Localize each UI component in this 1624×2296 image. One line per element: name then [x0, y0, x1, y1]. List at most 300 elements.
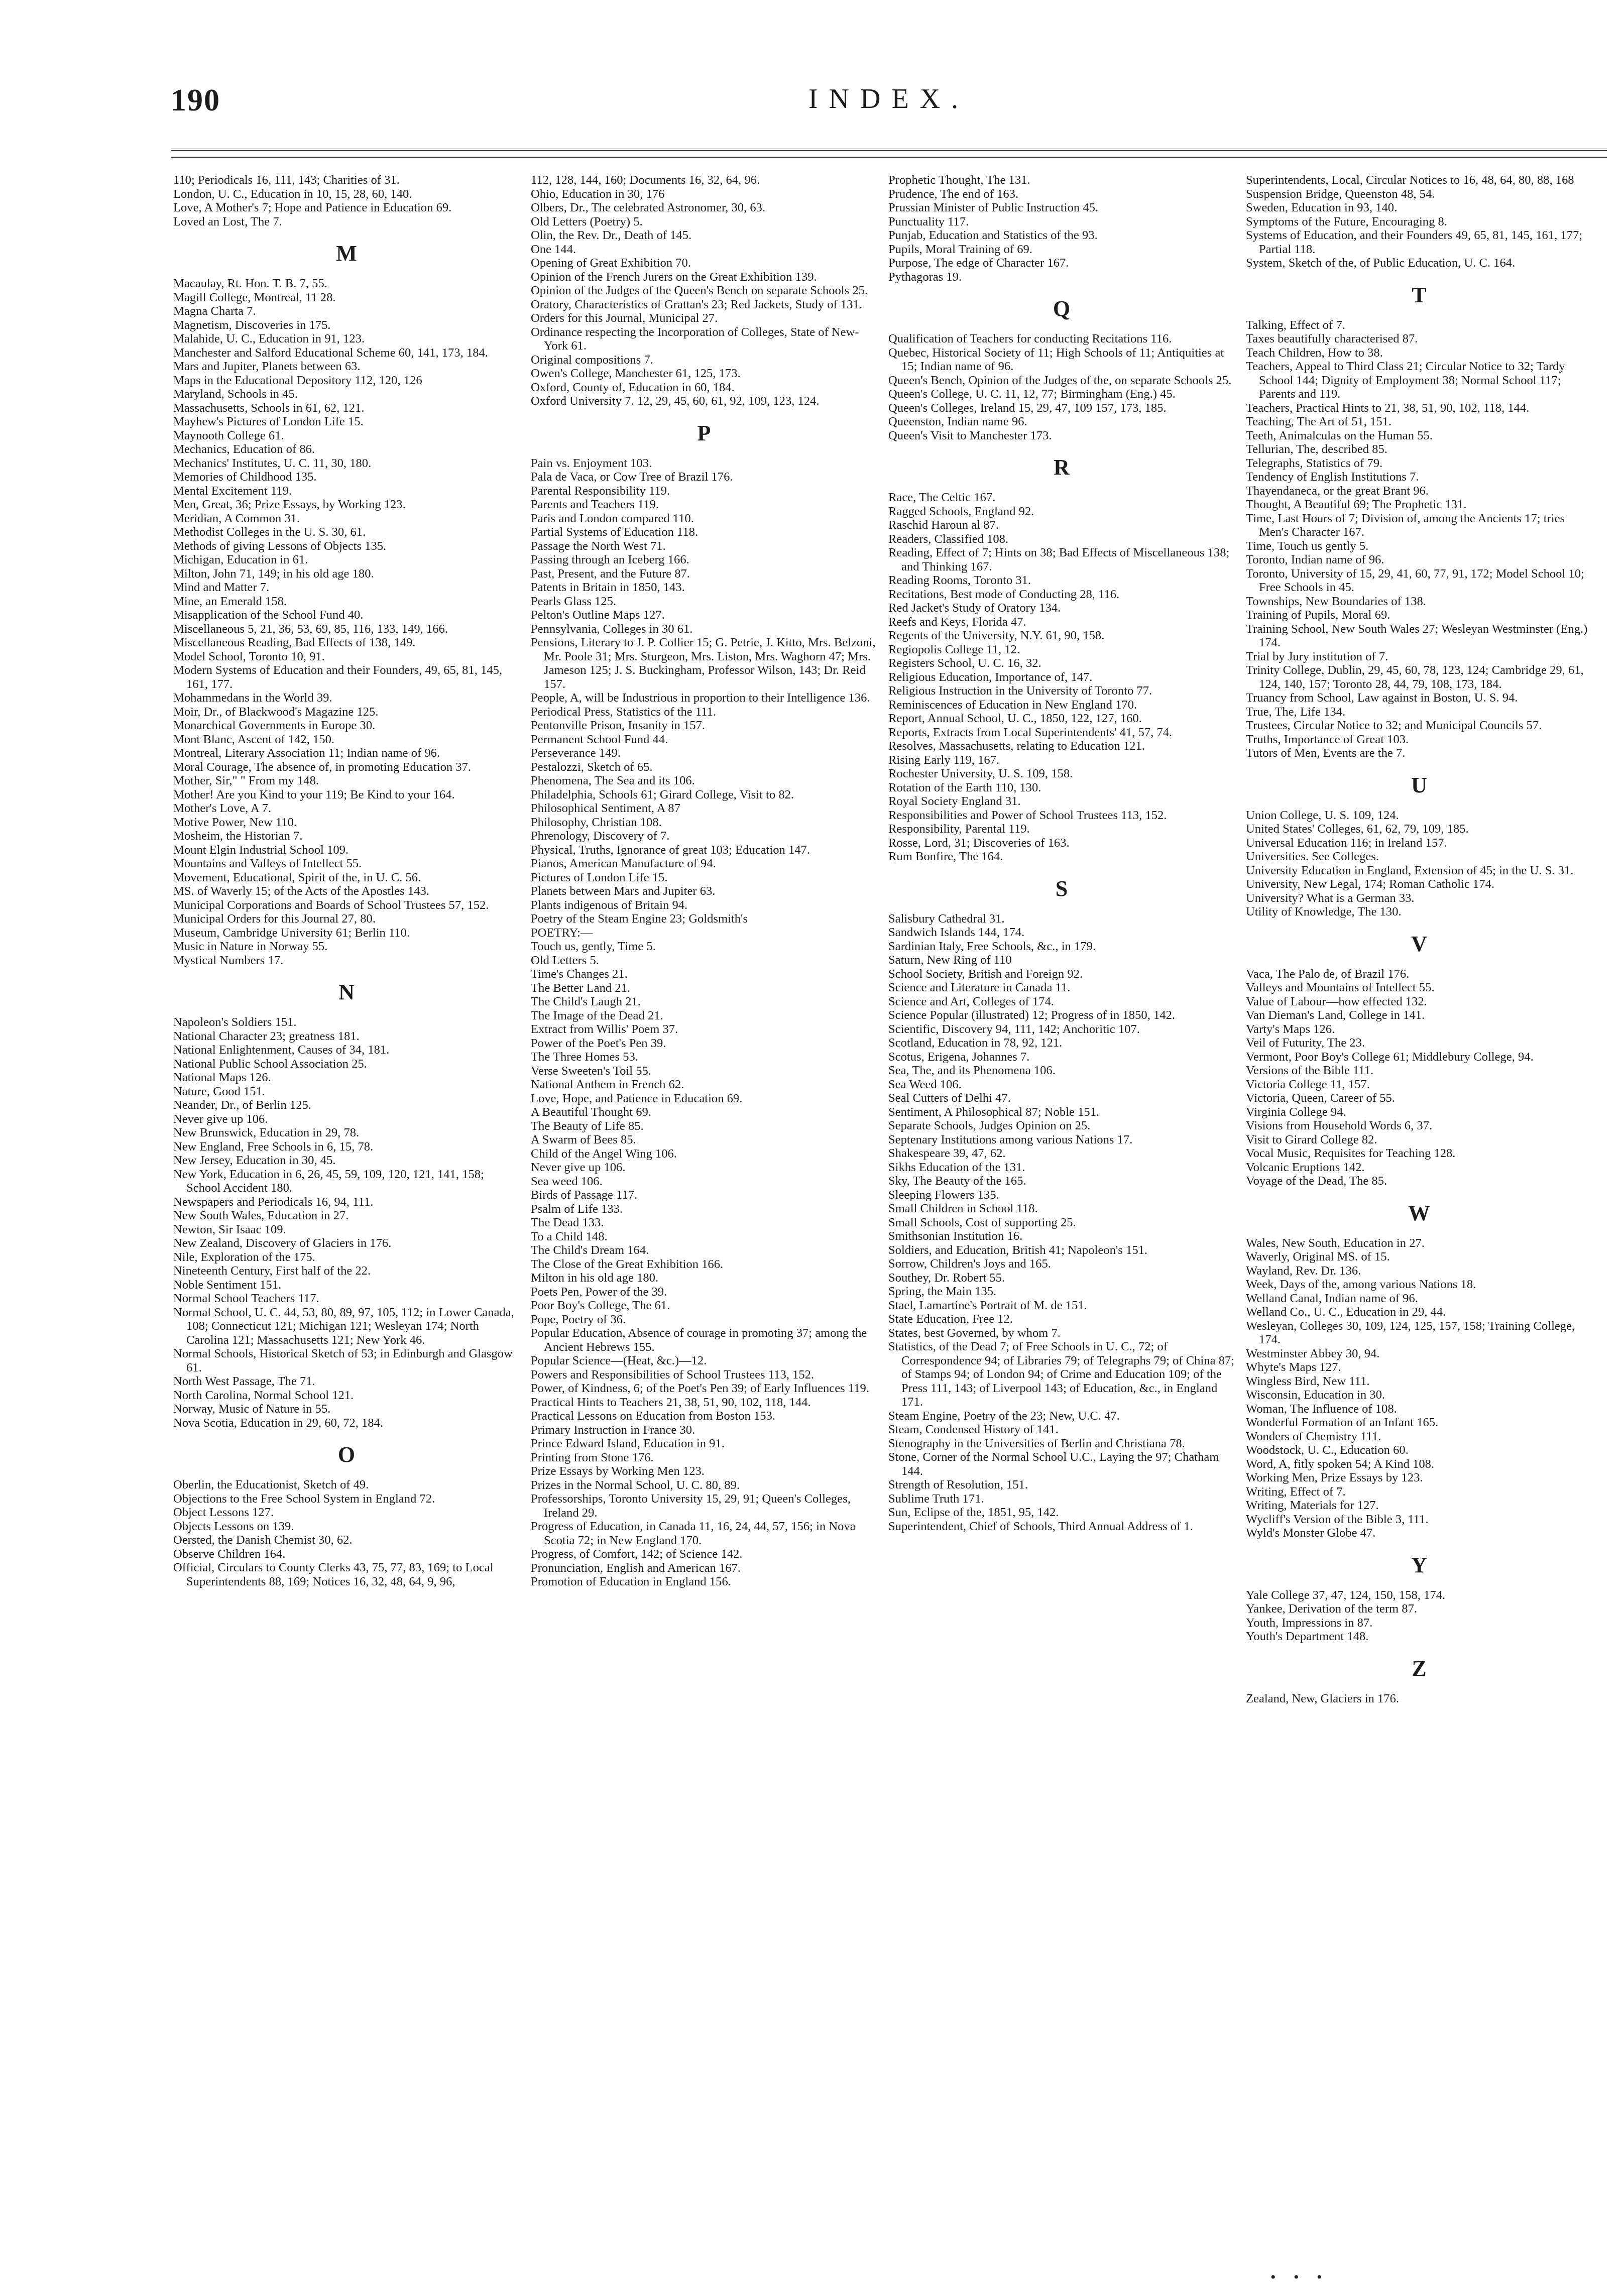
index-entry: Talking, Effect of 7. — [1246, 318, 1345, 332]
index-entry: Never give up 106. — [173, 1112, 268, 1126]
section-letter-o: O — [337, 1442, 356, 1467]
index-entry: Pianos, American Manufacture of 94. — [531, 857, 716, 870]
index-entry: Versions of the Bible 111. — [1246, 1064, 1374, 1077]
index-entry: Teeth, Animalculas on the Human 55. — [1246, 428, 1433, 442]
index-entry: Toronto, University of 15, 29, 41, 60, 77, 91, 172; Model School 10; Free Schools in 45. — [1246, 566, 1584, 594]
index-entry: Queen's College, U. C. 11, 12, 77; Birmingham (Eng.) 45. — [888, 387, 1176, 401]
index-entry: Progress, of Comfort, 142; of Science 142. — [531, 1547, 743, 1561]
index-entry: Opinion of the Judges of the Queen's Bench on separate Schools 25. — [531, 284, 868, 297]
index-entry: Mosheim, the Historian 7. — [173, 829, 303, 843]
index-entry: Prussian Minister of Public Instruction 45. — [888, 201, 1099, 214]
index-entry: One 144. — [531, 242, 576, 256]
index-entry: Science Popular (illustrated) 12; Progress of in 1850, 142. — [888, 1008, 1176, 1022]
index-entry: Trinity College, Dublin, 29, 45, 60, 78, 123, 124; Cambridge 29, 61, 124, 140, 157; Toronto 28, 44, 79, 108, 173, 184. — [1246, 663, 1584, 691]
index-entry: Sublime Truth 171. — [888, 1491, 984, 1506]
index-entry: Punjab, Education and Statistics of the 93. — [888, 228, 1098, 242]
index-entry: Nineteenth Century, First half of the 22. — [173, 1264, 371, 1278]
index-entry: Old Letters 5. — [531, 953, 599, 967]
index-entry: National Anthem in French 62. — [531, 1078, 684, 1091]
index-entry: Mother's Love, A 7. — [173, 801, 272, 815]
index-entry: Birds of Passage 117. — [531, 1188, 638, 1202]
section-letter-w: W — [1408, 1200, 1430, 1225]
index-entry: Paris and London compared 110. — [531, 511, 694, 525]
index-entry: Suspension Bridge, Queenston 48, 54. — [1246, 187, 1435, 201]
index-entry: Montreal, Literary Association 11; Indian name of 96. — [173, 746, 440, 760]
index-entry: Writing, Effect of 7. — [1246, 1484, 1346, 1499]
index-entry: Spring, the Main 135. — [888, 1285, 997, 1298]
index-entry: Power of the Poet's Pen 39. — [531, 1036, 666, 1050]
index-entry: Olin, the Rev. Dr., Death of 145. — [531, 228, 692, 242]
index-entry: Youth, Impressions in 87. — [1246, 1616, 1373, 1630]
index-entry: Philadelphia, Schools 61; Girard College, Visit to 82. — [531, 787, 794, 801]
index-entry: Youth's Department 148. — [1246, 1630, 1369, 1643]
index-entry: Practical Lessons on Education from Boston 153. — [531, 1409, 776, 1423]
index-entry: Philosophical Sentiment, A 87 — [531, 801, 680, 815]
index-entry: Week, Days of the, among various Nations 18. — [1246, 1278, 1476, 1291]
index-entry: States, best Governed, by whom 7. — [888, 1326, 1061, 1340]
index-entry: Voyage of the Dead, The 85. — [1246, 1174, 1387, 1188]
index-entry: Sentiment, A Philosophical 87; Noble 151. — [888, 1105, 1100, 1119]
index-entry: Never give up 106. — [531, 1161, 626, 1174]
index-entry: Septenary Institutions among various Nations 17. — [888, 1132, 1133, 1146]
index-entry: School Society, British and Foreign 92. — [888, 967, 1083, 981]
index-entry: Wingless Bird, New 111. — [1246, 1374, 1370, 1388]
index-entry: Training of Pupils, Moral 69. — [1246, 608, 1390, 622]
index-entry: Mars and Jupiter, Planets between 63. — [173, 360, 361, 373]
index-entry: Touch us, gently, Time 5. — [531, 940, 656, 953]
index-entry: Trial by Jury institution of 7. — [1246, 649, 1388, 663]
index-entry: Methods of giving Lessons of Objects 135. — [173, 539, 387, 553]
index-entry: Scientific, Discovery 94, 111, 142; Anchoritic 107. — [888, 1022, 1140, 1036]
index-entry: Pensions, Literary to J. P. Collier 15; G. Petrie, J. Kitto, Mrs. Belzoni, Mr. Poole 31; Mrs. Sturgeon, Mrs. Liston, Mrs. Waghorn 47; Mrs. Jameson 125; J. S. Buckingham, Professor Wilson, 143; Dr. Reid 157. — [531, 636, 876, 691]
index-entry: Word, A, fitly spoken 54; A Kind 108. — [1246, 1457, 1435, 1471]
index-entry: POETRY:— — [531, 926, 593, 940]
index-entry: Newspapers and Periodicals 16, 94, 111. — [173, 1195, 374, 1209]
index-entry: Victoria College 11, 157. — [1246, 1077, 1370, 1091]
index-entry: Methodist Colleges in the U. S. 30, 61. — [173, 525, 366, 539]
page-header — [171, 83, 1607, 128]
index-entry: Small Schools, Cost of supporting 25. — [888, 1215, 1076, 1229]
index-entry: Passage the North West 71. — [531, 539, 666, 553]
index-entry: Oxford, County of, Education in 60, 184. — [531, 380, 735, 394]
index-entry: Olbers, Dr., The celebrated Astronomer, 30, 63. — [531, 201, 766, 214]
index-entry: The Dead 133. — [531, 1216, 604, 1229]
index-entry: Townships, New Boundaries of 138. — [1246, 594, 1426, 608]
index-entry: Pope, Poetry of 36. — [531, 1312, 626, 1326]
index-entry: Perseverance 149. — [531, 746, 621, 760]
index-entry: Wales, New South, Education in 27. — [1246, 1236, 1425, 1250]
index-entry: National Character 23; greatness 181. — [173, 1029, 360, 1043]
index-entry: Printing from Stone 176. — [531, 1450, 654, 1464]
index-entry: University, New Legal, 174; Roman Catholic 174. — [1246, 877, 1494, 891]
index-entry: Welland Co., U. C., Education in 29, 44. — [1246, 1305, 1446, 1319]
section-letter-s: S — [1055, 876, 1068, 901]
index-entry: Mechanics, Education of 86. — [173, 442, 315, 456]
index-entry: Orders for this Journal, Municipal 27. — [531, 311, 718, 325]
index-entry: Readers, Classified 108. — [888, 532, 1009, 546]
index-entry: Magna Charta 7. — [173, 304, 256, 318]
index-entry: Separate Schools, Judges Opinion on 25. — [888, 1119, 1091, 1132]
index-entry: Oberlin, the Educationist, Sketch of 49. — [173, 1478, 369, 1491]
index-entry: Mind and Matter 7. — [173, 581, 270, 594]
index-entry: 110; Periodicals 16, 111, 143; Charities of 31. — [173, 173, 400, 187]
index-entry: Nova Scotia, Education in 29, 60, 72, 184. — [173, 1416, 384, 1430]
index-entry: Object Lessons 127. — [173, 1506, 274, 1519]
index-entry: Qualification of Teachers for conducting Recitations 116. — [888, 332, 1172, 346]
section-letter-y: Y — [1411, 1552, 1427, 1577]
index-entry: Pictures of London Life 15. — [531, 870, 668, 884]
index-entry: Pala de Vaca, or Cow Tree of Brazil 176. — [531, 470, 733, 484]
index-entry: Trustees, Circular Notice to 32; and Municipal Councils 57. — [1246, 719, 1542, 732]
index-entry: Sweden, Education in 93, 140. — [1246, 201, 1398, 214]
index-entry: Queen's Visit to Manchester 173. — [888, 428, 1052, 442]
index-entry: Truancy from School, Law against in Boston, U. S. 94. — [1246, 691, 1518, 705]
index-entry: Victoria, Queen, Career of 55. — [1246, 1091, 1395, 1105]
index-entry: Visit to Girard College 82. — [1246, 1132, 1377, 1146]
index-entry: Psalm of Life 133. — [531, 1202, 623, 1216]
index-entry: The Beauty of Life 85. — [531, 1119, 644, 1133]
index-entry: Nature, Good 151. — [173, 1084, 266, 1098]
index-entry: Oersted, the Danish Chemist 30, 62. — [173, 1533, 353, 1547]
index-entry: Mountains and Valleys of Intellect 55. — [173, 857, 362, 870]
index-entry: Loved an Lost, The 7. — [173, 214, 282, 228]
index-entry: Vocal Music, Requisites for Teaching 128. — [1246, 1146, 1456, 1160]
index-entry: Teach Children, How to 38. — [1246, 346, 1383, 360]
index-entry: Sky, The Beauty of the 165. — [888, 1174, 1026, 1188]
index-entry: Sardinian Italy, Free Schools, &c., in 179. — [888, 939, 1096, 953]
section-letter-z: Z — [1412, 1656, 1427, 1681]
index-entry: Wisconsin, Education in 30. — [1246, 1388, 1385, 1402]
header-rule — [171, 149, 1607, 151]
index-entry: Statistics, of the Dead 7; of Free Schools in U. C., 72; of Correspondence 94; of Libraries 79; of Telegraphs 79; of China 87; of Stamps 94; of London 94; of Crime and Education 109; of the Press 111, 143; of Liverpool 143; of Education, &c., in England 171. — [888, 1340, 1235, 1409]
index-entry: Popular Science—(Heat, &c.)—12. — [531, 1354, 707, 1367]
index-entry: The Child's Dream 164. — [531, 1243, 649, 1257]
index-entry: Truths, Importance of Great 103. — [1246, 732, 1409, 746]
index-entry: Parents and Teachers 119. — [531, 498, 659, 511]
index-entry: Queen's Bench, Opinion of the Judges of the, on separate Schools 25. — [888, 373, 1232, 387]
index-entry: North Carolina, Normal School 121. — [173, 1388, 354, 1402]
index-entry: Time, Last Hours of 7; Division of, among the Ancients 17; tries Men's Character 167. — [1246, 511, 1565, 539]
index-entry: Objections to the Free School System in England 72. — [173, 1491, 435, 1506]
index-entry: New Jersey, Education in 30, 45. — [173, 1154, 336, 1167]
index-entry: Normal School Teachers 117. — [173, 1292, 319, 1305]
section-letter-m: M — [336, 241, 357, 266]
index-entry: Stael, Lamartine's Portrait of M. de 151. — [888, 1298, 1087, 1312]
index-entry: Whyte's Maps 127. — [1246, 1360, 1341, 1374]
index-entry: The Close of the Great Exhibition 166. — [531, 1257, 724, 1271]
index-entry: Pestalozzi, Sketch of 65. — [531, 760, 653, 774]
index-entry: The Child's Laugh 21. — [531, 995, 641, 1008]
index-entry: Yankee, Derivation of the term 87. — [1246, 1602, 1418, 1616]
index-entry: Queen's Colleges, Ireland 15, 29, 47, 109 157, 173, 185. — [888, 401, 1167, 415]
section-letter-n: N — [338, 980, 355, 1004]
index-entry: Child of the Angel Wing 106. — [531, 1146, 677, 1161]
index-entry: Milton, John 71, 149; in his old age 180. — [173, 566, 374, 581]
index-entry: Reports, Extracts from Local Superintendents' 41, 57, 74. — [888, 725, 1173, 739]
index-entry: Teachers, Practical Hints to 21, 38, 51, 90, 102, 118, 144. — [1246, 401, 1530, 415]
index-entry: Steam, Condensed History of 141. — [888, 1423, 1059, 1436]
index-entry: Pelton's Outline Maps 127. — [531, 608, 665, 622]
index-entry: Science and Literature in Canada 11. — [888, 981, 1071, 994]
index-entry: Teaching, The Art of 51, 151. — [1246, 415, 1392, 428]
index-entry: Mental Excitement 119. — [173, 484, 292, 498]
index-entry: Verse Sweeten's Toil 55. — [531, 1064, 651, 1078]
index-entry: Magnetism, Discoveries in 175. — [173, 318, 331, 332]
index-entry: Sikhs Education of the 131. — [888, 1160, 1025, 1174]
index-entry: 112, 128, 144, 160; Documents 16, 32, 64, 96. — [531, 173, 760, 187]
index-entry: Taxes beautifully characterised 87. — [1246, 332, 1418, 346]
index-entry: Race, The Celtic 167. — [888, 491, 996, 504]
index-entry: Oratory, Characteristics of Grattan's 23; Red Jackets, Study of 131. — [531, 297, 862, 311]
index-entry: Telegraphs, Statistics of 79. — [1246, 456, 1383, 470]
index-entry: Patents in Britain in 1850, 143. — [531, 581, 685, 594]
index-entry: New Zealand, Discovery of Glaciers in 176. — [173, 1236, 392, 1250]
index-entry: Pennsylvania, Colleges in 30 61. — [531, 622, 693, 636]
index-entry: Malahide, U. C., Education in 91, 123. — [173, 332, 365, 346]
index-entry: Shakespeare 39, 47, 62. — [888, 1146, 1006, 1160]
index-entry: Queenston, Indian name 96. — [888, 415, 1027, 428]
index-entry: Miscellaneous Reading, Bad Effects of 138, 149. — [173, 636, 416, 649]
index-entry: Phenomena, The Sea and its 106. — [531, 774, 695, 787]
index-entry: Religious Education, Importance of, 147. — [888, 670, 1093, 684]
index-entry: Pain vs. Enjoyment 103. — [531, 456, 652, 470]
index-entry: Manchester and Salford Educational Scheme 60, 141, 173, 184. — [173, 346, 488, 360]
page-number: 190 — [171, 83, 220, 118]
index-entry: North West Passage, The 71. — [173, 1374, 315, 1388]
index-entry: Regents of the University, N.Y. 61, 90, 158. — [888, 629, 1105, 642]
index-entry: Meridian, A Common 31. — [173, 511, 300, 525]
index-entry: Maryland, Schools in 45. — [173, 387, 298, 401]
index-entry: Napoleon's Soldiers 151. — [173, 1015, 297, 1029]
section-letter-r: R — [1054, 455, 1070, 480]
index-entry: Raschid Haroun al 87. — [888, 518, 999, 532]
index-entry: Rochester University, U. S. 109, 158. — [888, 767, 1073, 780]
index-entry: Saturn, New Ring of 110 — [888, 953, 1012, 967]
index-entry: To a Child 148. — [531, 1229, 608, 1243]
index-entry: Universities. See Colleges. — [1246, 850, 1379, 863]
index-entry: Poor Boy's College, The 61. — [531, 1299, 670, 1312]
index-entry: Systems of Education, and their Founders 49, 65, 81, 145, 161, 177; Partial 118. — [1246, 228, 1583, 256]
index-entry: Rising Early 119, 167. — [888, 753, 1000, 767]
index-entry: Physical, Truths, Ignorance of great 103; Education 147. — [531, 843, 810, 857]
index-entry: Past, Present, and the Future 87. — [531, 566, 690, 581]
index-entry: Time's Changes 21. — [531, 967, 628, 981]
index-entry: Opening of Great Exhibition 70. — [531, 256, 691, 270]
index-entry: New South Wales, Education in 27. — [173, 1209, 349, 1222]
index-entry: Magill College, Montreal, 11 28. — [173, 290, 336, 304]
index-entry: Power, of Kindness, 6; of the Poet's Pen 39; of Early Influences 119. — [531, 1382, 869, 1395]
index-entry: Wonderful Formation of an Infant 165. — [1246, 1416, 1439, 1429]
index-entry: Royal Society England 31. — [888, 794, 1021, 808]
index-entry: Smithsonian Institution 16. — [888, 1229, 1023, 1243]
index-entry: Ohio, Education in 30, 176 — [531, 187, 665, 201]
index-entry: Reading Rooms, Toronto 31. — [888, 573, 1031, 587]
index-entry: Music in Nature in Norway 55. — [173, 940, 328, 953]
header-rule-thin — [171, 157, 1607, 158]
index-entry: London, U. C., Education in 10, 15, 28, 60, 140. — [173, 187, 412, 201]
index-entry: Periodical Press, Statistics of the 111. — [531, 705, 717, 719]
index-entry: Parental Responsibility 119. — [531, 484, 670, 498]
index-entry: Rum Bonfire, The 164. — [888, 850, 1003, 863]
index-entry: Thought, A Beautiful 69; The Prophetic 131. — [1246, 498, 1467, 511]
index-entry: Tellurian, The, described 85. — [1246, 442, 1387, 456]
index-entry: Vermont, Poor Boy's College 61; Middlebury College, 94. — [1246, 1050, 1534, 1064]
index-entry: Zealand, New, Glaciers in 176. — [1246, 1691, 1400, 1705]
index-entry: Pentonville Prison, Insanity in 157. — [531, 719, 706, 732]
index-columns — [173, 173, 1609, 2257]
index-entry: Wyld's Monster Globe 47. — [1246, 1526, 1376, 1540]
section-letter-t: T — [1412, 282, 1427, 307]
index-entry: Permanent School Fund 44. — [531, 732, 668, 746]
index-entry: Value of Labour—how effected 132. — [1246, 994, 1427, 1008]
index-entry: Teachers, Appeal to Third Class 21; Circular Notice to 32; Tardy School 144; Dignity of Employment 38; Normal School 117; Parents and 119. — [1246, 360, 1565, 401]
index-entry: The Image of the Dead 21. — [531, 1008, 663, 1022]
index-entry: Southey, Dr. Robert 55. — [888, 1271, 1005, 1285]
index-entry: People, A, will be Industrious in proportion to their Intelligence 136. — [531, 691, 870, 705]
index-entry: Prince Edward Island, Education in 91. — [531, 1437, 725, 1450]
index-entry: Normal Schools, Historical Sketch of 53; in Edinburgh and Glasgow 61. — [173, 1347, 513, 1374]
index-entry: True, The, Life 134. — [1246, 705, 1346, 719]
index-entry: Oxford University 7. 12, 29, 45, 60, 61, 92, 109, 123, 124. — [531, 394, 820, 408]
index-entry: Memories of Childhood 135. — [173, 470, 317, 484]
index-entry: Red Jacket's Study of Oratory 134. — [888, 601, 1061, 615]
index-entry: Nile, Exploration of the 175. — [173, 1250, 315, 1264]
index-column-3 — [888, 173, 1235, 2252]
index-entry: Waverly, Original MS. of 15. — [1246, 1250, 1390, 1264]
index-entry: Michigan, Education in 61. — [173, 553, 308, 566]
index-column-4 — [1246, 173, 1592, 2252]
index-entry: Wayland, Rev. Dr. 136. — [1246, 1264, 1361, 1278]
index-entry: National Enlightenment, Causes of 34, 181. — [173, 1043, 390, 1057]
index-entry: Soldiers, and Education, British 41; Napoleon's 151. — [888, 1243, 1148, 1257]
index-entry: Mechanics' Institutes, U. C. 11, 30, 180. — [173, 456, 372, 470]
index-entry: Phrenology, Discovery of 7. — [531, 829, 670, 843]
index-entry: Resolves, Massachusetts, relating to Education 121. — [888, 739, 1145, 753]
index-entry: Sandwich Islands 144, 174. — [888, 926, 1025, 939]
index-entry: Report, Annual School, U. C., 1850, 122, 127, 160. — [888, 712, 1142, 725]
footer-ornament: • • • — [1270, 2269, 1329, 2285]
index-entry: Tutors of Men, Events are the 7. — [1246, 746, 1406, 760]
index-entry: Poetry of the Steam Engine 23; Goldsmith's — [531, 912, 748, 926]
index-entry: The Better Land 21. — [531, 981, 631, 995]
index-entry: Poets Pen, Power of the 39. — [531, 1285, 667, 1299]
index-entry: Small Children in School 118. — [888, 1202, 1038, 1215]
index-entry: Science and Art, Colleges of 174. — [888, 994, 1054, 1008]
index-entry: Training School, New South Wales 27; Wesleyan Westminster (Eng.) 174. — [1246, 622, 1588, 649]
index-entry: Valleys and Mountains of Intellect 55. — [1246, 981, 1435, 994]
index-entry: Practical Hints to Teachers 21, 38, 51, 90, 102, 118, 144. — [531, 1395, 811, 1409]
index-entry: Reading, Effect of 7; Hints on 38; Bad Effects of Miscellaneous 138; and Thinking 167. — [888, 546, 1230, 573]
index-entry: Extract from Willis' Poem 37. — [531, 1022, 678, 1036]
index-entry: Welland Canal, Indian name of 96. — [1246, 1291, 1418, 1305]
index-entry: Woman, The Influence of 108. — [1246, 1402, 1397, 1416]
index-entry: Pearls Glass 125. — [531, 594, 617, 608]
index-entry: Philosophy, Christian 108. — [531, 815, 662, 829]
index-entry: Museum, Cambridge University 61; Berlin 110. — [173, 926, 410, 940]
index-entry: Original compositions 7. — [531, 353, 653, 367]
index-entry: Wycliff's Version of the Bible 3, 111. — [1246, 1512, 1429, 1526]
index-entry: Partial Systems of Education 118. — [531, 525, 699, 539]
index-entry: Virginia College 94. — [1246, 1105, 1346, 1119]
index-entry: Vaca, The Palo de, of Brazil 176. — [1246, 967, 1410, 981]
index-entry: Norway, Music of Nature in 55. — [173, 1402, 331, 1416]
index-entry: Progress of Education, in Canada 11, 16, 24, 44, 57, 156; in Nova Scotia 72; in New England 170. — [531, 1520, 856, 1547]
index-entry: Official, Circulars to County Clerks 43, 75, 77, 83, 169; to Local Superintendents 88, 169; Notices 16, 32, 48, 64, 9, 96, — [173, 1561, 494, 1588]
index-entry: Normal School, U. C. 44, 53, 80, 89, 97, 105, 112; in Lower Canada, 108; Connecticut 121; Michigan 121; Wesleyan 174; North Carolina 121; Massachusetts 121; New York 46. — [173, 1305, 514, 1347]
index-entry: Sea weed 106. — [531, 1174, 603, 1188]
index-entry: Prophetic Thought, The 131. — [888, 173, 1030, 187]
index-entry: Steam Engine, Poetry of the 23; New, U.C. 47. — [888, 1409, 1120, 1423]
index-entry: Sleeping Flowers 135. — [888, 1188, 999, 1202]
index-entry: Mont Blanc, Ascent of 142, 150. — [173, 732, 335, 746]
index-entry: Maynooth College 61. — [173, 428, 284, 442]
index-entry: Mohammedans in the World 39. — [173, 691, 332, 705]
index-entry: Prize Essays by Working Men 123. — [531, 1464, 705, 1478]
index-entry: National Maps 126. — [173, 1071, 271, 1084]
index-entry: Responsibilities and Power of School Trustees 113, 152. — [888, 808, 1167, 822]
index-entry: Scotland, Education in 78, 92, 121. — [888, 1036, 1063, 1050]
index-entry: A Swarm of Bees 85. — [531, 1133, 636, 1146]
index-entry: Neander, Dr., of Berlin 125. — [173, 1098, 311, 1112]
index-entry: Religious Instruction in the University of Toronto 77. — [888, 684, 1152, 698]
index-entry: Mine, an Emerald 158. — [173, 594, 287, 608]
index-entry: University? What is a German 33. — [1246, 891, 1415, 905]
index-entry: Planets between Mars and Jupiter 63. — [531, 884, 716, 898]
index-entry: Volcanic Eruptions 142. — [1246, 1160, 1365, 1174]
index-entry: Miscellaneous 5, 21, 36, 53, 69, 85, 116, 133, 149, 166. — [173, 622, 448, 636]
index-entry: Powers and Responsibilities of School Trustees 113, 152. — [531, 1367, 815, 1382]
index-column-2 — [531, 173, 877, 2252]
index-entry: Mystical Numbers 17. — [173, 953, 284, 967]
index-entry: Prudence, The end of 163. — [888, 187, 1019, 201]
index-entry: Rotation of the Earth 110, 130. — [888, 780, 1041, 794]
index-entry: Noble Sentiment 151. — [173, 1278, 282, 1292]
index-entry: Scotus, Erigena, Johannes 7. — [888, 1050, 1030, 1064]
index-entry: System, Sketch of the, of Public Education, U. C. 164. — [1246, 256, 1516, 270]
index-entry: Macaulay, Rt. Hon. T. B. 7, 55. — [173, 277, 327, 290]
index-entry: Superintendent, Chief of Schools, Third Annual Address of 1. — [888, 1519, 1193, 1533]
index-entry: Veil of Futurity, The 23. — [1246, 1036, 1365, 1050]
index-entry: Seal Cutters of Delhi 47. — [888, 1091, 1011, 1105]
index-entry: Registers School, U. C. 16, 32. — [888, 656, 1041, 670]
index-entry: Opinion of the French Jurers on the Great Exhibition 139. — [531, 270, 817, 284]
index-entry: United States' Colleges, 61, 62, 79, 109, 185. — [1246, 822, 1469, 836]
index-entry: Mother, Sir," " From my 148. — [173, 774, 319, 787]
index-entry: Modern Systems of Education and their Founders, 49, 65, 81, 145, 161, 177. — [173, 663, 503, 691]
index-entry: Ragged Schools, England 92. — [888, 504, 1034, 518]
index-entry: Mayhew's Pictures of London Life 15. — [173, 415, 364, 428]
index-entry: Pythagoras 19. — [888, 270, 962, 284]
index-entry: Purpose, The edge of Character 167. — [888, 256, 1069, 270]
index-entry: Old Letters (Poetry) 5. — [531, 214, 643, 228]
index-entry: Moir, Dr., of Blackwood's Magazine 125. — [173, 705, 379, 719]
index-entry: Popular Education, Absence of courage in promoting 37; among the Ancient Hebrews 155. — [531, 1326, 867, 1354]
index-entry: Motive Power, New 110. — [173, 815, 297, 829]
index-entry: Milton in his old age 180. — [531, 1271, 659, 1285]
index-entry: Model School, Toronto 10, 91. — [173, 649, 325, 663]
index-entry: Newton, Sir Isaac 109. — [173, 1222, 286, 1236]
index-entry: New Brunswick, Education in 29, 78. — [173, 1126, 360, 1139]
index-entry: New York, Education in 6, 26, 45, 59, 109, 120, 121, 141, 158; School Accident 180. — [173, 1167, 484, 1195]
index-entry: Universal Education 116; in Ireland 157. — [1246, 836, 1447, 850]
index-entry: Movement, Educational, Spirit of the, in U. C. 56. — [173, 870, 421, 884]
index-entry: Primary Instruction in France 30. — [531, 1423, 695, 1437]
index-entry: Recitations, Best mode of Conducting 28, 116. — [888, 587, 1120, 601]
index-entry: Maps in the Educational Depository 112, 120, 126 — [173, 373, 422, 387]
index-entry: Time, Touch us gently 5. — [1246, 539, 1369, 553]
index-entry: Love, Hope, and Patience in Education 69. — [531, 1091, 743, 1105]
index-entry: Varty's Maps 126. — [1246, 1022, 1335, 1036]
